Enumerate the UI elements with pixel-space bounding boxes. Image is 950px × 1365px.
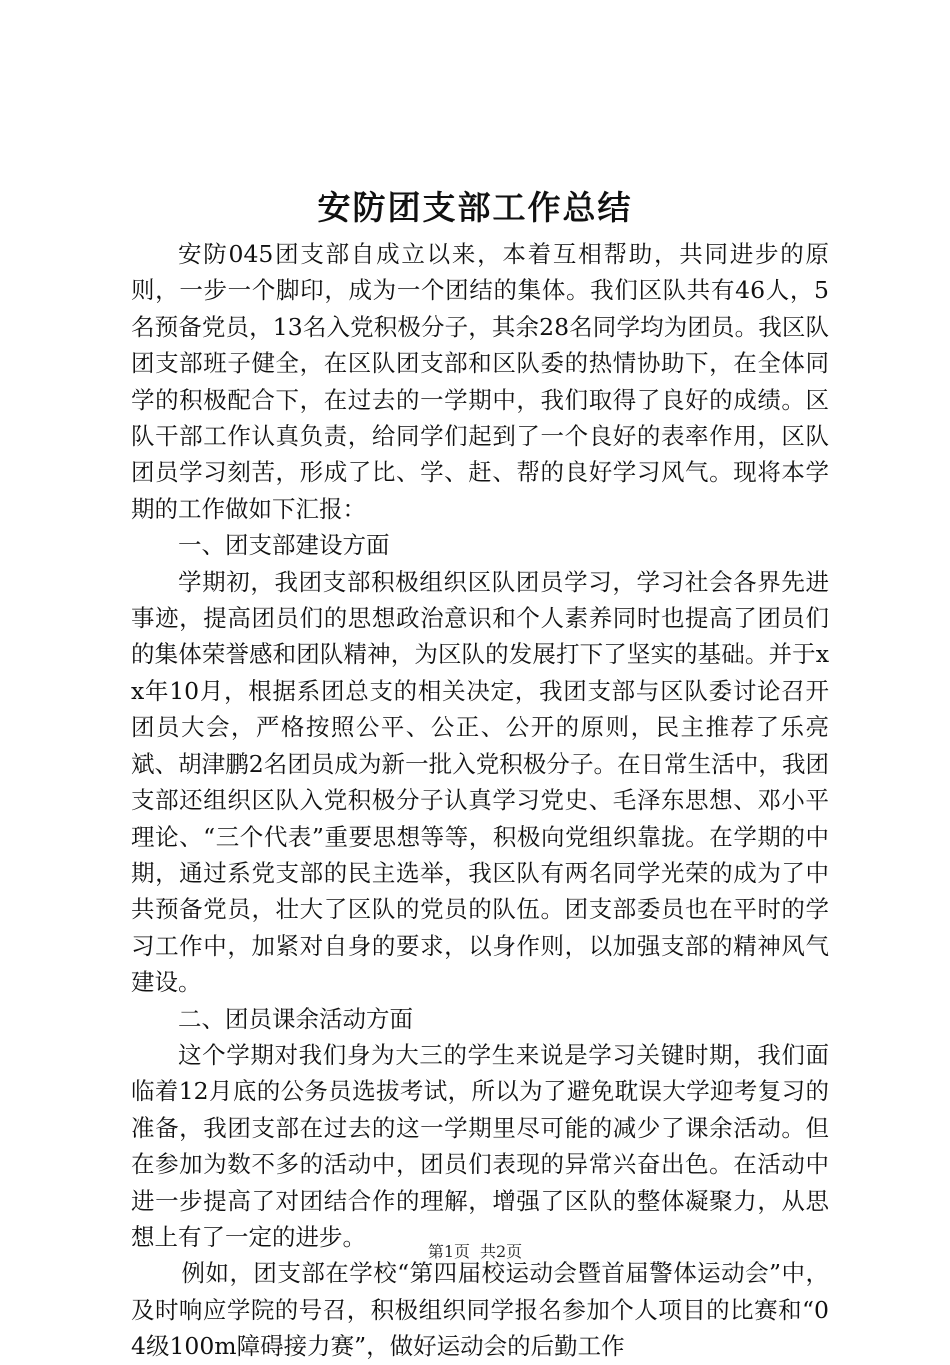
paragraph-intro: 安防045团支部自成立以来，本着互相帮助，共同进步的原则，一步一个脚印，成为一个团结的集体。我们区队共有46人，5名预备党员，13名入党积极分子，其余28名同学均为团员。我区队团支部班子健全，在区队团支部和区队委的热情协助下，在全体同学的积极配合下，在过去的一学期中，我们取得了良好的成绩。区队干部工作认真负责，给同学们起到了一个良好的表率作用，区队团员学习刻苦，形成了比、学、赶、帮的良好学习风气。现将本学期的工作做如下汇报： bbox=[131, 240, 829, 523]
paragraph-branch-building: 学期初，我团支部积极组织区队团员学习，学习社会各界先进事迹，提高团员们的思想政治意识和个人素养同时也提高了团员们的集体荣誉感和团队精神，为区队的发展打下了坚实的基础。并于xx年10月，根据系团总支的相关决定，我团支部与区队委讨论召开团员大会，严格按照公平、公正、公开的原则，民主推荐了乐亮斌、胡津鹏2名团员成为新一批入党积极分子。在日常生活中，我团支部还组织区队入党积极分子认真学习党史、毛泽东思想、邓小平理论、“三个代表”重要思想等等，积极向党组织靠拢。在学期的中期，通过系党支部的民主选举，我区队有两名同学光荣的成为了中共预备党员，壮大了区队的党员的队伍。团支部委员也在平时的学习工作中，加紧对自身的要求，以身作则，以加强支部的精神风气建设。 bbox=[131, 567, 829, 997]
document-title: 安防团支部工作总结 bbox=[317, 188, 633, 227]
page-number-current: 第1页 bbox=[427, 1242, 470, 1261]
paragraph-example: 例如，团支部在学校“第四届校运动会暨首届警体运动会”中，及时响应学院的号召，积极组织同学报名参加个人项目的比赛和“04级100m障碍接力赛”，做好运动会的后勤工作 bbox=[131, 1259, 829, 1361]
section-heading-extracurricular: 二、团员课余活动方面 bbox=[178, 1004, 413, 1033]
page-footer bbox=[0, 1240, 950, 1264]
page-number-total: 共2页 bbox=[480, 1242, 523, 1261]
paragraph-extracurricular: 这个学期对我们身为大三的学生来说是学习关键时期，我们面临着12月底的公务员选拔考试，所以为了避免耽误大学迎考复习的准备，我团支部在过去的这一学期里尽可能的减少了课余活动。但在参加为数不多的活动中，团员们表现的异常兴奋出色。在活动中进一步提高了对团结合作的理解，增强了区队的整体凝聚力，从思想上有了一定的进步。 bbox=[131, 1040, 829, 1251]
section-heading-branch-building: 一、团支部建设方面 bbox=[178, 531, 390, 560]
document-body bbox=[131, 236, 829, 1365]
